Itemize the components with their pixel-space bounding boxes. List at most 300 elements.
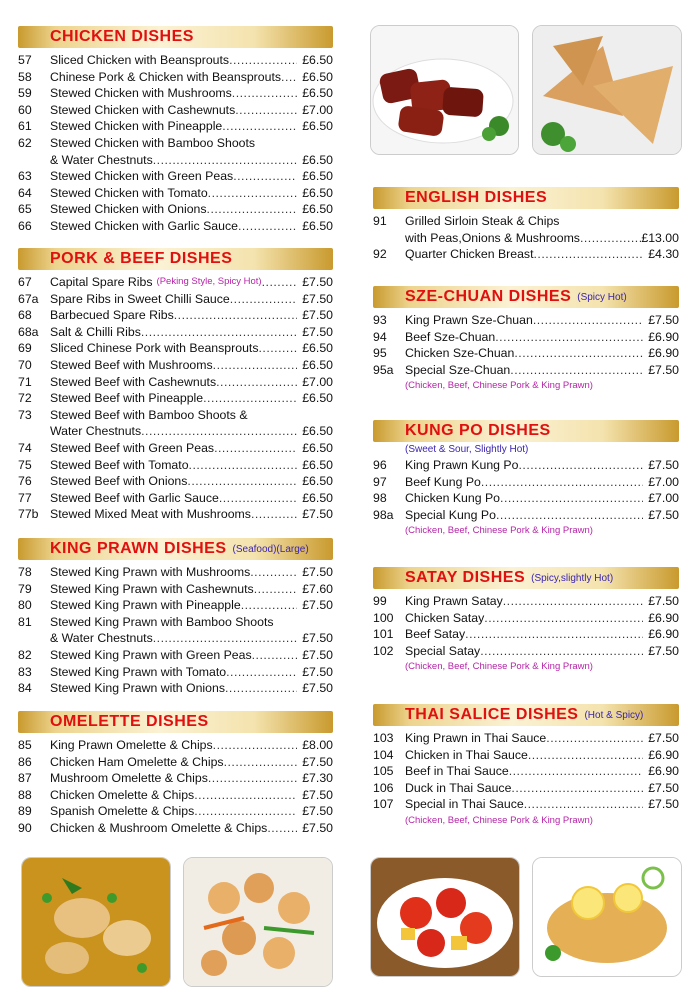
item-number <box>373 230 405 247</box>
item-number: 90 <box>18 820 32 835</box>
item-name: Stewed Beef with Mushrooms <box>50 357 213 372</box>
item-price: £6.50 <box>302 440 333 455</box>
leader-dots <box>232 85 297 102</box>
menu-item <box>373 457 679 474</box>
item-price: £7.50 <box>648 362 679 377</box>
item-number: 72 <box>18 391 32 406</box>
item-price: £7.50 <box>648 313 679 327</box>
item-price: £6.90 <box>648 627 679 642</box>
item-number: 68a <box>18 324 39 339</box>
item-price: £6.90 <box>648 764 679 779</box>
section-note: (Spicy,slightly Hot) <box>531 572 614 584</box>
leader-dots <box>484 610 643 627</box>
section-banner <box>18 26 333 48</box>
item-price: £7.50 <box>302 631 333 646</box>
item-name: Spare Ribs in Sweet Chilli Sauce <box>50 291 230 306</box>
item-name: Stewed Chicken with Bamboo Shoots <box>50 135 256 150</box>
leader-dots <box>141 423 297 440</box>
item-number: 74 <box>18 440 32 455</box>
item-number: 97 <box>373 474 387 489</box>
item-name: Chicken & Mushroom Omelette & Chips <box>50 820 268 835</box>
item-note: (Peking Style, Spicy Hot) <box>156 276 262 287</box>
leader-dots <box>233 168 297 185</box>
menu-item <box>373 230 679 247</box>
thai-salice-dishes-section <box>373 704 679 828</box>
salt-chilli-chicken-photo <box>183 857 333 987</box>
leader-dots <box>187 473 297 490</box>
item-name: Stewed Beef with Bamboo Shoots & <box>50 407 248 422</box>
section-banner <box>18 248 333 270</box>
item-name: King Prawn in Thai Sauce <box>405 731 547 745</box>
item-number: 69 <box>18 341 32 356</box>
english-dishes-section <box>373 187 679 263</box>
item-price: £6.90 <box>648 346 679 361</box>
item-price: £7.50 <box>648 643 679 658</box>
menu-item <box>18 390 333 407</box>
item-number: 68 <box>18 308 32 323</box>
menu-item <box>373 312 679 329</box>
leader-dots <box>241 597 297 614</box>
leader-dots <box>225 680 297 697</box>
section-banner <box>373 286 679 308</box>
item-name: Stewed King Prawn with Mushrooms <box>50 565 251 579</box>
omelette-dishes-section <box>18 711 333 837</box>
leader-dots <box>559 213 643 230</box>
leader-dots <box>213 357 297 374</box>
item-name: Spanish Omelette & Chips <box>50 804 195 819</box>
sweet-sour-chicken-photo <box>370 857 520 977</box>
section-footnote: (Chicken, Beef, Chinese Pork & King Prawn) <box>405 525 593 537</box>
item-price: £6.50 <box>302 341 333 356</box>
section-title: CHICKEN DISHES <box>50 28 194 45</box>
section-footnote: (Chicken, Beef, Chinese Pork & King Prawn) <box>405 661 593 673</box>
kung-po-dishes-section <box>373 420 679 538</box>
item-price: £6.50 <box>302 152 333 167</box>
item-number: 85 <box>18 738 32 752</box>
item-number: 89 <box>18 804 32 819</box>
item-price: £6.50 <box>302 202 333 217</box>
section-title: SATAY DISHES <box>405 569 526 586</box>
menu-item <box>18 357 333 374</box>
item-price: £6.90 <box>648 610 679 625</box>
menu-item <box>18 506 333 523</box>
item-number: 78 <box>18 565 32 579</box>
menu-item <box>373 730 679 747</box>
item-price: £7.50 <box>648 731 679 745</box>
leader-dots <box>216 374 297 391</box>
item-number: 106 <box>373 780 394 795</box>
menu-item <box>373 345 679 362</box>
leader-dots <box>503 593 643 610</box>
item-name: Beef Sze-Chuan <box>405 329 496 344</box>
item-name: Capital Spare Ribs <box>50 275 153 289</box>
section-banner <box>373 420 679 442</box>
leader-dots <box>251 506 297 523</box>
section-note: (Seafood)(Large) <box>232 543 309 555</box>
item-number: 103 <box>373 731 394 745</box>
menu-item <box>373 362 679 379</box>
item-number: 80 <box>18 598 32 613</box>
item-number: 87 <box>18 771 32 786</box>
item-number: 98 <box>373 491 387 506</box>
menu-item <box>18 118 333 135</box>
sze-chuan-dishes-section <box>373 286 679 393</box>
item-number: 73 <box>18 407 32 422</box>
menu-item <box>18 407 333 424</box>
item-number: 58 <box>18 69 32 84</box>
item-number: 57 <box>18 53 32 67</box>
menu-item <box>18 135 333 152</box>
section-title: THAI SALICE DISHES <box>405 706 579 723</box>
item-price: £6.50 <box>302 53 333 67</box>
spare-ribs-photo <box>370 25 519 155</box>
menu-item <box>18 185 333 202</box>
item-number: 82 <box>18 647 32 662</box>
menu-item <box>18 754 333 771</box>
leader-dots <box>534 246 644 263</box>
item-price: £7.50 <box>302 598 333 613</box>
item-name: Stewed Beef with Cashewnuts <box>50 374 217 389</box>
menu-item <box>18 787 333 804</box>
item-number: 60 <box>18 102 32 117</box>
item-number: 84 <box>18 681 32 696</box>
leader-dots <box>214 440 297 457</box>
item-price: £7.00 <box>302 102 333 117</box>
menu-item <box>18 218 333 235</box>
menu-item <box>18 102 333 119</box>
item-price: £6.50 <box>302 457 333 472</box>
menu-item <box>18 490 333 507</box>
leader-dots <box>262 274 297 291</box>
item-name: Salt & Chilli Ribs <box>50 324 141 339</box>
section-title: ENGLISH DISHES <box>405 189 548 206</box>
item-price: £6.90 <box>648 329 679 344</box>
menu-item <box>18 340 333 357</box>
item-price: £7.50 <box>302 820 333 835</box>
item-name: Stewed Chicken with Cashewnuts <box>50 102 236 117</box>
item-name: Chicken Kung Po <box>405 491 501 506</box>
item-name: King Prawn Sze-Chuan <box>405 313 533 327</box>
item-price: £7.50 <box>302 507 333 522</box>
menu-item <box>373 643 679 660</box>
menu-item <box>18 307 333 324</box>
section-title: KING PRAWN DISHES <box>50 540 227 557</box>
item-price <box>297 135 333 152</box>
leader-dots <box>580 230 641 247</box>
section-title: KUNG PO DISHES <box>405 422 551 439</box>
leader-dots <box>224 754 297 771</box>
item-price: £7.00 <box>648 474 679 489</box>
menu-item <box>18 820 333 837</box>
leader-dots <box>222 118 297 135</box>
item-price: £6.50 <box>302 86 333 101</box>
item-price <box>643 213 679 230</box>
menu-item <box>18 440 333 457</box>
item-number: 95 <box>373 346 387 361</box>
item-name: Stewed Beef with Tomato <box>50 457 189 472</box>
sesame-prawn-toast-photo <box>532 25 682 155</box>
section-banner <box>373 567 679 589</box>
item-number: 63 <box>18 169 32 184</box>
menu-item <box>18 737 333 754</box>
leader-dots <box>465 626 643 643</box>
leader-dots <box>274 614 297 631</box>
leader-dots <box>141 324 297 341</box>
leader-dots <box>518 457 643 474</box>
item-name: Water Chestnuts <box>50 424 142 439</box>
item-price: £7.50 <box>302 324 333 339</box>
item-number <box>18 152 50 169</box>
leader-dots <box>208 185 297 202</box>
item-name: King Prawn Omelette & Chips <box>50 738 213 752</box>
item-name: Stewed Chicken with Green Peas <box>50 169 234 184</box>
menu-item <box>18 564 333 581</box>
menu-item <box>373 329 679 346</box>
leader-dots <box>230 291 297 308</box>
item-name: Chicken Satay <box>405 610 485 625</box>
item-name: Stewed Chicken with Garlic Sauce <box>50 218 238 233</box>
item-price: £7.00 <box>302 374 333 389</box>
item-price: £7.50 <box>648 507 679 522</box>
menu-item <box>18 291 333 308</box>
menu-item <box>18 770 333 787</box>
item-price: £7.50 <box>648 594 679 608</box>
item-number: 93 <box>373 313 387 327</box>
item-price: £6.50 <box>302 119 333 134</box>
item-number: 67a <box>18 291 39 306</box>
item-price: £7.50 <box>302 664 333 679</box>
item-number: 95a <box>373 362 394 377</box>
item-name: Stewed King Prawn with Green Peas <box>50 647 252 662</box>
menu-item <box>18 614 333 631</box>
item-number: 76 <box>18 474 32 489</box>
item-price: £6.50 <box>302 474 333 489</box>
menu-item <box>373 610 679 627</box>
leader-dots <box>174 307 297 324</box>
section-title: OMELETTE DISHES <box>50 713 209 730</box>
item-price: £7.50 <box>302 565 333 579</box>
menu-item <box>18 597 333 614</box>
menu-item <box>373 213 679 230</box>
leader-dots <box>480 643 643 660</box>
leader-dots <box>500 490 643 507</box>
leader-dots <box>509 763 643 780</box>
leader-dots <box>481 474 643 491</box>
item-number: 61 <box>18 119 32 134</box>
menu-item <box>373 747 679 764</box>
item-name: Chinese Pork & Chicken with Beansprouts <box>50 69 282 84</box>
section-banner <box>18 711 333 733</box>
item-price: £7.50 <box>302 308 333 323</box>
menu-item <box>18 803 333 820</box>
menu-item <box>18 152 333 169</box>
item-number: 98a <box>373 507 394 522</box>
leader-dots <box>250 564 297 581</box>
leader-dots <box>496 507 643 524</box>
item-price: £6.50 <box>302 185 333 200</box>
item-name: Beef in Thai Sauce <box>405 764 509 779</box>
item-price <box>297 614 333 631</box>
menu-item <box>18 324 333 341</box>
menu-item <box>18 680 333 697</box>
item-name: Stewed Beef with Garlic Sauce <box>50 490 219 505</box>
item-number: 67 <box>18 275 32 289</box>
lemon-chicken-photo <box>532 857 682 977</box>
item-name: & Water Chestnuts <box>50 631 153 646</box>
item-name: Stewed King Prawn with Tomato <box>50 664 227 679</box>
item-number: 79 <box>18 581 32 596</box>
leader-dots <box>528 747 643 764</box>
item-price: £6.50 <box>302 424 333 439</box>
item-number: 107 <box>373 797 394 812</box>
menu-item <box>373 780 679 797</box>
item-name: King Prawn Satay <box>405 594 503 608</box>
item-name: Chicken Sze-Chuan <box>405 346 515 361</box>
menu-item <box>18 168 333 185</box>
item-price: £13.00 <box>641 230 679 245</box>
item-price: £7.50 <box>302 291 333 306</box>
item-name: Stewed King Prawn with Onions <box>50 681 225 696</box>
item-price: £7.50 <box>648 780 679 795</box>
leader-dots <box>546 730 643 747</box>
menu-item <box>18 52 333 69</box>
menu-item <box>18 581 333 598</box>
leader-dots <box>207 201 297 218</box>
item-number: 64 <box>18 185 32 200</box>
leader-dots <box>189 457 297 474</box>
item-price <box>297 407 333 424</box>
item-number: 88 <box>18 787 32 802</box>
section-banner <box>373 187 679 209</box>
item-name: Beef Kung Po <box>405 474 481 489</box>
item-number: 77b <box>18 507 39 522</box>
item-name: Beef Satay <box>405 627 466 642</box>
item-name: Stewed Beef with Onions <box>50 474 188 489</box>
item-name: Stewed Chicken with Onions <box>50 202 207 217</box>
leader-dots <box>281 69 297 86</box>
item-number: 105 <box>373 764 394 779</box>
menu-item <box>373 593 679 610</box>
leader-dots <box>238 218 297 235</box>
item-number: 62 <box>18 135 32 150</box>
item-name: Chicken Omelette & Chips <box>50 787 195 802</box>
item-number: 96 <box>373 458 387 472</box>
item-number: 92 <box>373 247 387 262</box>
item-name: & Water Chestnuts <box>50 152 153 167</box>
item-price: £6.50 <box>302 169 333 184</box>
item-name: Stewed Mixed Meat with Mushrooms <box>50 507 251 522</box>
section-footnote: (Chicken, Beef, Chinese Pork & King Prawn) <box>405 380 593 392</box>
leader-dots <box>258 340 297 357</box>
item-name: Special in Thai Sauce <box>405 797 524 812</box>
item-price: £7.60 <box>302 581 333 596</box>
menu-item <box>18 630 333 647</box>
leader-dots <box>194 803 297 820</box>
chicken-dishes-section <box>18 26 333 235</box>
item-price: £7.50 <box>648 458 679 472</box>
item-name: Quarter Chicken Breast <box>405 247 534 262</box>
item-number: 66 <box>18 218 32 233</box>
item-number: 100 <box>373 610 394 625</box>
item-number: 65 <box>18 202 32 217</box>
king-prawn-dishes-section <box>18 538 333 697</box>
leader-dots <box>255 135 297 152</box>
item-name: Stewed Chicken with Mushrooms <box>50 86 232 101</box>
leader-dots <box>514 345 643 362</box>
menu-item <box>18 85 333 102</box>
leader-dots <box>194 787 297 804</box>
item-number: 71 <box>18 374 32 389</box>
item-price: £7.50 <box>302 275 333 289</box>
item-price: £4.30 <box>648 247 679 262</box>
section-note: (Spicy Hot) <box>577 291 627 303</box>
section-title: SZE-CHUAN DISHES <box>405 288 572 305</box>
item-name: Stewed Chicken with Tomato <box>50 185 208 200</box>
menu-item <box>373 626 679 643</box>
leader-dots <box>208 770 297 787</box>
menu-item <box>18 423 333 440</box>
leader-dots <box>213 737 297 754</box>
item-number: 70 <box>18 357 32 372</box>
item-price: £6.50 <box>302 357 333 372</box>
item-name: Sliced Chinese Pork with Beansprouts <box>50 341 259 356</box>
item-price: £6.90 <box>648 747 679 762</box>
menu-item <box>18 457 333 474</box>
item-number: 77 <box>18 490 32 505</box>
item-price: £6.50 <box>302 490 333 505</box>
item-number: 75 <box>18 457 32 472</box>
item-price: £7.50 <box>302 754 333 769</box>
section-banner <box>18 538 333 560</box>
item-price: £6.50 <box>302 218 333 233</box>
item-name: Duck in Thai Sauce <box>405 780 512 795</box>
leader-dots <box>226 664 297 681</box>
item-price: £7.30 <box>302 771 333 786</box>
leader-dots <box>252 647 297 664</box>
menu-item <box>18 647 333 664</box>
menu-item <box>373 507 679 524</box>
item-number: 81 <box>18 614 32 629</box>
item-name: Chicken Ham Omelette & Chips <box>50 754 224 769</box>
item-name: Stewed Chicken with Pineapple <box>50 119 223 134</box>
item-price: £7.50 <box>302 647 333 662</box>
leader-dots <box>248 407 297 424</box>
item-number: 99 <box>373 594 387 608</box>
satay-dishes-section <box>373 567 679 674</box>
item-number: 104 <box>373 747 394 762</box>
menu-item <box>373 474 679 491</box>
item-number: 94 <box>373 329 387 344</box>
leader-dots <box>203 390 297 407</box>
leader-dots <box>267 820 297 837</box>
item-name: Sliced Chicken with Beansprouts <box>50 53 230 67</box>
menu-item <box>18 69 333 86</box>
menu-item <box>18 274 333 291</box>
leader-dots <box>524 796 643 813</box>
leader-dots <box>511 780 643 797</box>
item-name: Special Satay <box>405 643 481 658</box>
pork-beef-dishes-section <box>18 248 333 523</box>
item-price: £8.00 <box>302 738 333 752</box>
item-number: 91 <box>373 214 387 228</box>
leader-dots <box>254 581 297 598</box>
section-note: (Hot & Spicy) <box>584 709 644 721</box>
item-price: £7.50 <box>302 681 333 696</box>
item-name: Grilled Sirloin Steak & Chips <box>405 214 560 228</box>
menu-item <box>373 490 679 507</box>
item-name: Stewed King Prawn with Pineapple <box>50 598 241 613</box>
item-number <box>18 423 50 440</box>
